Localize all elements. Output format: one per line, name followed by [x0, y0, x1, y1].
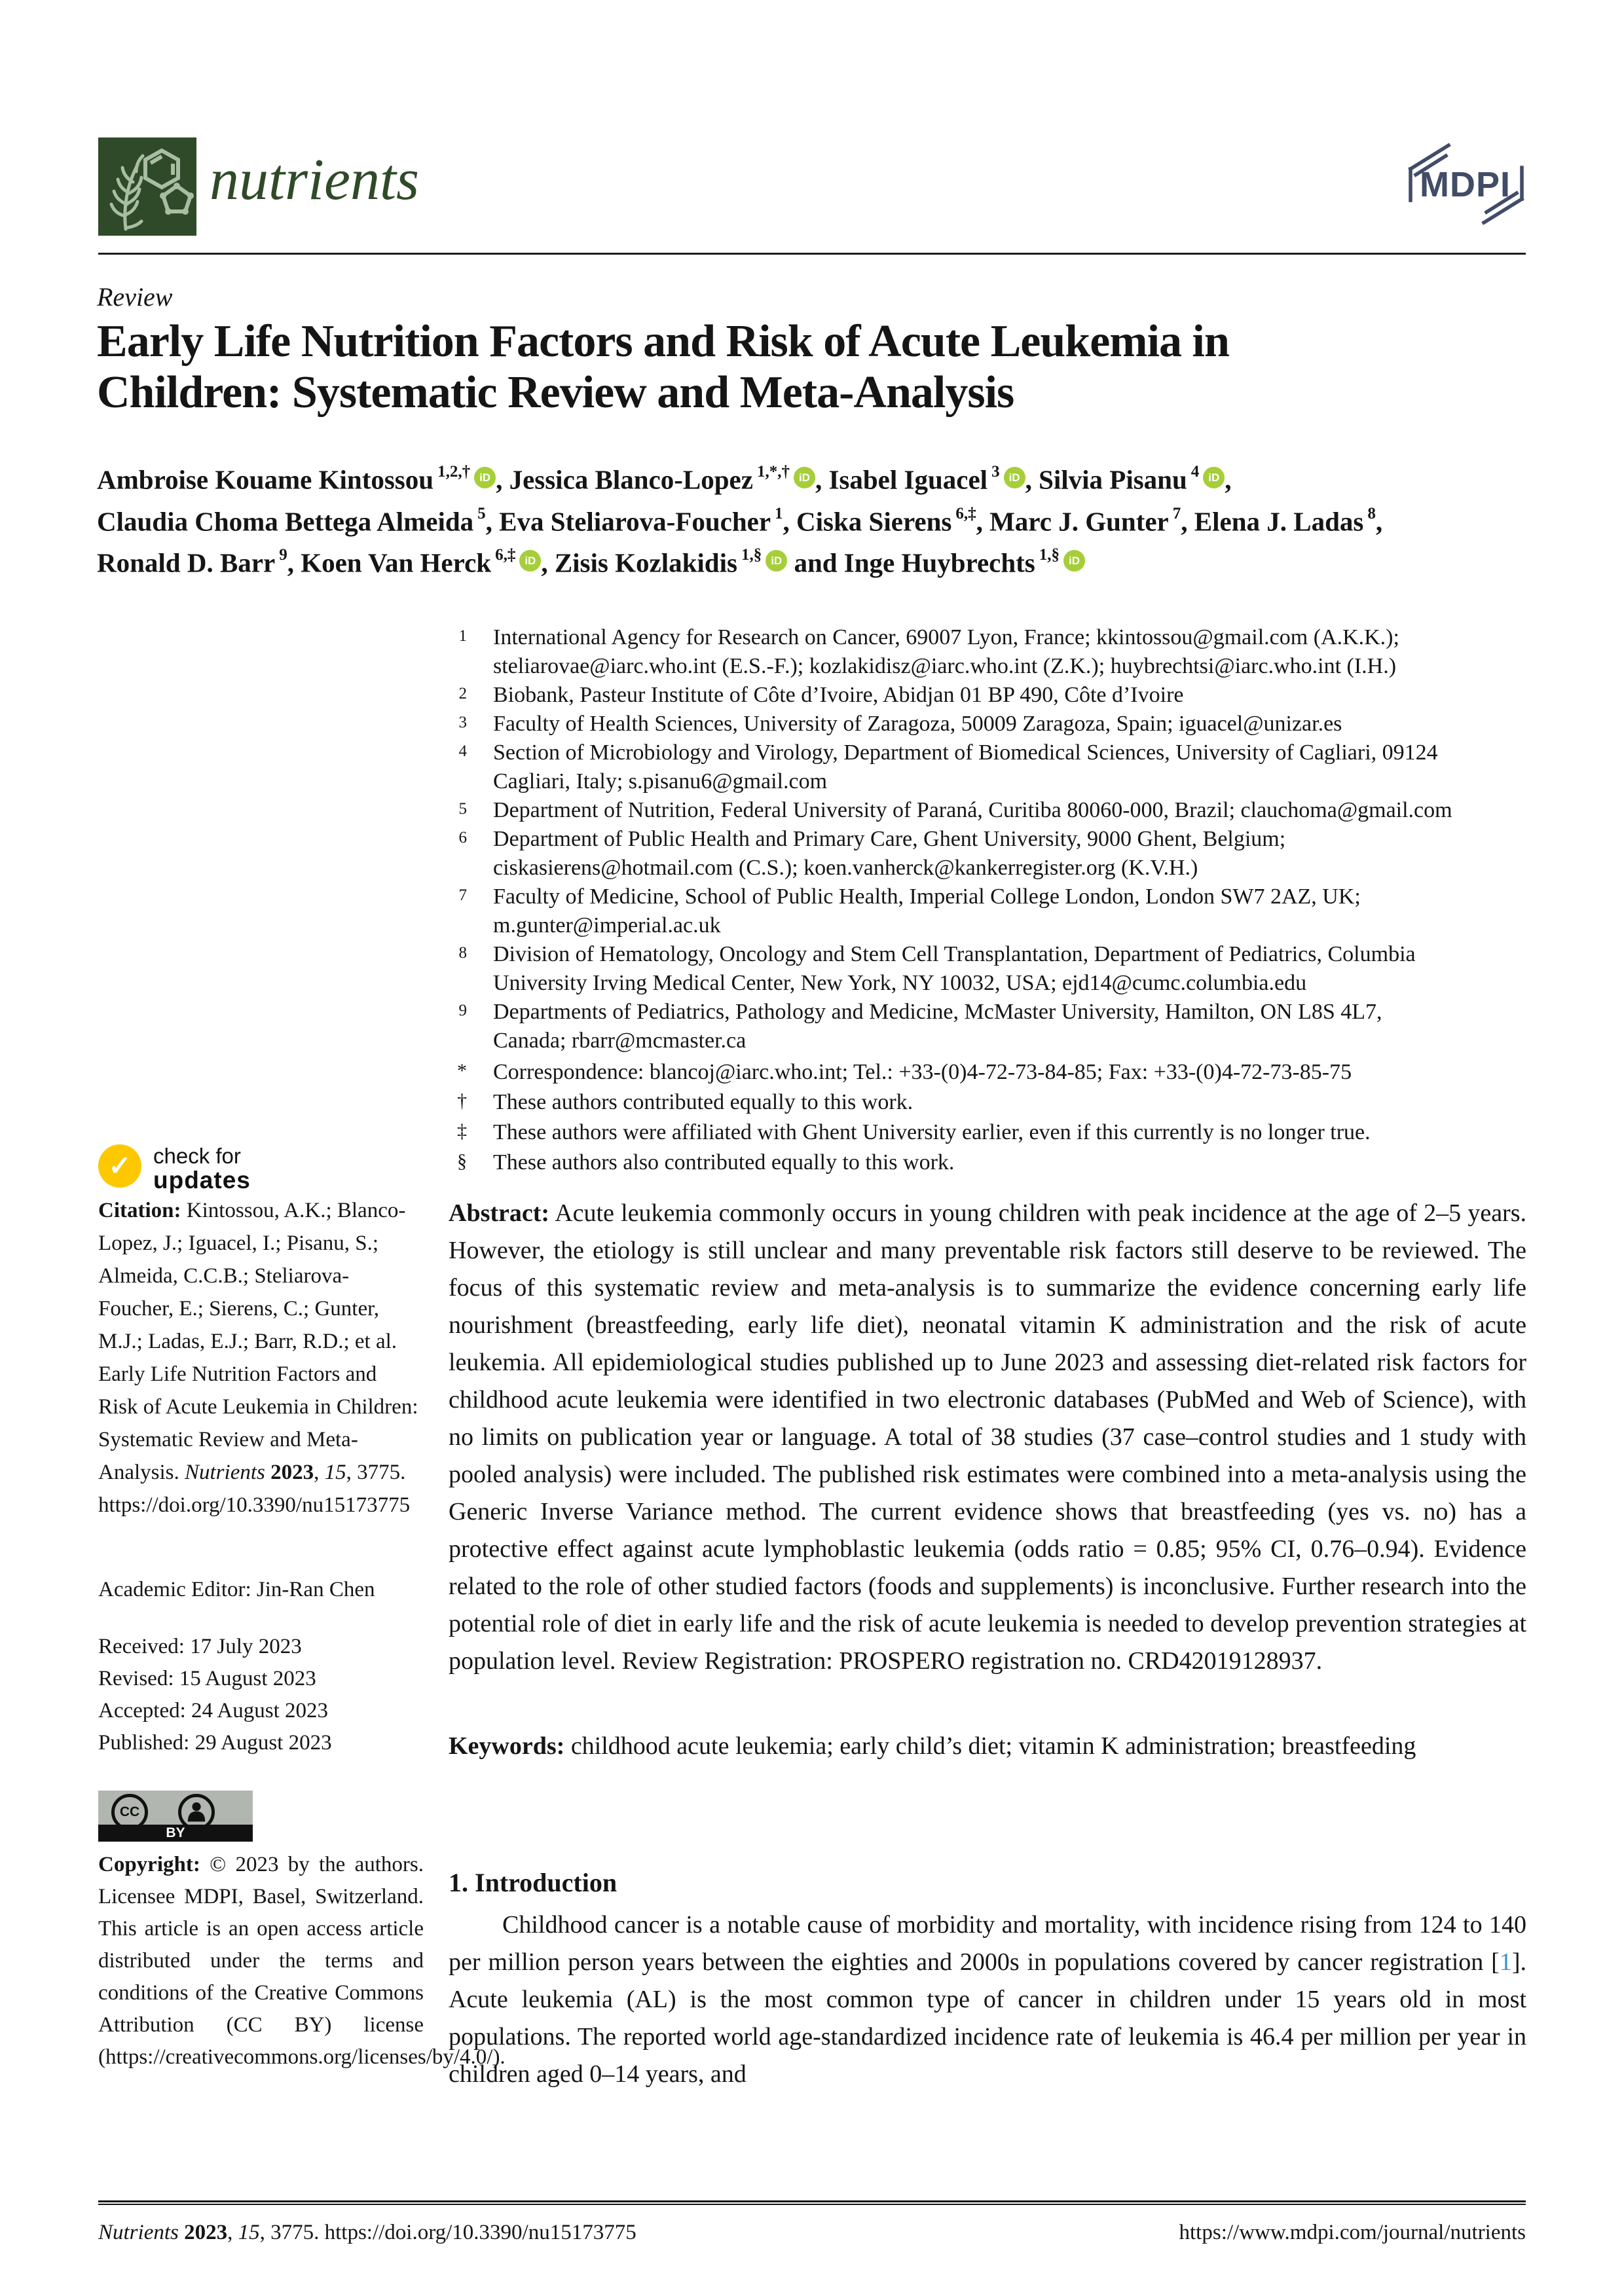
citation-doi[interactable]: , 3775. https://doi.org/10.3390/nu15173775	[98, 1461, 411, 1517]
reference-link-1[interactable]: 1	[1499, 1948, 1512, 1976]
introduction-paragraph: Childhood cancer is a notable cause of morbidity and mortality, with incidence rising from 124 to 140 per million person years between the eighties and 2000s in populations covered by cancer registration [1]. Acute leukemia (AL) is the most common type of cancer in children under 15 years old in most populations. The reported world age-standardized incidence rate of leukemia is 46.4 per million per year in children aged 0–14 years, and	[449, 1911, 1526, 2088]
footer-journal-url[interactable]: https://www.mdpi.com/journal/nutrients	[1179, 2221, 1526, 2244]
author-name: Claudia Choma Bettega Almeida	[97, 506, 474, 537]
affiliation	[98, 796, 1526, 825]
author-name: Inge Huybrechts	[843, 547, 1035, 578]
citation-volume: 15	[324, 1461, 346, 1484]
affiliation-text: Department of Nutrition, Federal University of Paraná, Curitiba 80060-000, Brazil; clauchoma@gmail.com	[493, 798, 1452, 822]
footnote-marker: †	[457, 1090, 467, 1112]
received-date: Received: 17 July 2023	[98, 1635, 302, 1658]
author-affiliation-sup: 6,‡	[955, 504, 976, 522]
copyright-block	[98, 1849, 506, 2073]
footnote-text: Correspondence: blancoj@iarc.who.int; Tel.: +33-(0)4-72-73-84-85; Fax: +33-(0)4-72-73-85-75	[493, 1060, 1352, 1084]
author-affiliation-sup: 1,2,†	[437, 463, 471, 481]
citation-block: Citation: Kintossou, A.K.; Blanco-Lopez, J.; Iguacel, I.; Pisanu, S.; Almeida, C.C.B.; Steliarova-Foucher, E.; Sierens, C.; Gunter, M.J.; Ladas, E.J.; Barr, R.D.; et al. Early Life Nutrition Factors and Risk of Acute Leukemia in Children: Systematic Review and Meta-Analysis. Nutrients 2023, 15, 3775. https://doi.org/10.3390/nu15173775	[98, 1199, 418, 1517]
footer	[98, 2221, 1526, 2245]
author-affiliation-sup: 8	[1367, 504, 1376, 522]
affiliation	[98, 883, 1526, 940]
author-name: Elena J. Ladas	[1194, 506, 1364, 537]
header-rule	[98, 253, 1526, 255]
keywords	[449, 1732, 1526, 1760]
author-name: Marc J. Gunter	[989, 506, 1169, 537]
footer-rule	[98, 2200, 1526, 2205]
author-affiliation-sup: 1,*,†	[756, 463, 790, 481]
updates-badge-line1: check for	[153, 1144, 241, 1168]
affiliation	[98, 681, 1526, 710]
author-line: Ronald D. Barr $^9$, Koen Van Herck $^{6,\ddagger}$ iD , Zisis Kozlakidis $^{1,\S}$ iD and Inge Huybrechts $^{1,\S}$ iD	[97, 539, 1524, 581]
title-line-1: Early Life Nutrition Factors and Risk of Acute Leukemia in	[97, 316, 1229, 367]
author-name: Ronald D. Barr	[97, 547, 276, 578]
author-affiliation-sup: 5	[477, 504, 486, 522]
author-name: Silvia Pisanu	[1039, 464, 1187, 495]
author-affiliation-sup: 7	[1172, 504, 1181, 522]
author-name: Eva Steliarova-Foucher	[499, 506, 771, 537]
affiliation	[98, 623, 1526, 681]
affiliation-list	[98, 623, 1526, 1055]
check-for-updates-badge[interactable]	[98, 1144, 308, 1194]
journal-name: nutrients	[210, 147, 420, 212]
affiliation-marker: 3	[458, 714, 467, 731]
orcid-icon[interactable]: iD	[1063, 550, 1085, 572]
title-line-2: Children: Systematic Review and Meta-Analysis	[97, 367, 1014, 418]
affiliation-marker: 7	[458, 886, 467, 904]
author-line: Ambroise Kouame Kintossou $^{1,2,\dagger}$ iD , Jessica Blanco-Lopez $^{1,*,\dagger}$ iD , Isabel Iguacel $^3$ iD , Silvia Pisanu $^4$ iD ,	[97, 463, 1232, 495]
accepted-date: Accepted: 24 August 2023	[98, 1699, 329, 1722]
orcid-icon[interactable]: iD	[474, 467, 496, 488]
orcid-icon[interactable]: iD	[1004, 467, 1025, 488]
affiliation	[98, 710, 1526, 738]
citation-body: Kintossou, A.K.; Blanco-Lopez, J.; Iguacel, I.; Pisanu, S.; Almeida, C.C.B.; Steliarova-Foucher, E.; Sierens, C.; Gunter, M.J.; Ladas, E.J.; Barr, R.D.; et al. Early Life Nutrition Factors and Risk of Acute Leukemia in Children: Systematic Review and Meta-Analysis.	[98, 1199, 418, 1484]
footnote	[98, 1148, 1526, 1178]
orcid-icon[interactable]: iD	[766, 550, 787, 572]
author-line: Claudia Choma Bettega Almeida $^5$, Eva Steliarova-Foucher $^1$, Ciska Sierens $^{6,\ddagger}$, Marc J. Gunter $^7$, Elena J. Ladas $^8$,	[97, 504, 1383, 537]
updates-badge-line2: updates	[153, 1167, 251, 1194]
footnote-marker: *	[457, 1060, 467, 1082]
academic-editor: Academic Editor: Jin-Ran Chen	[98, 1578, 375, 1601]
footnote	[98, 1087, 1526, 1118]
footnote-text: These authors also contributed equally to this work.	[493, 1150, 955, 1175]
affiliation	[98, 940, 1526, 998]
section-heading-introduction: 1. Introduction	[449, 1868, 618, 1897]
affiliation-text: Departments of Pediatrics, Pathology and Medicine, McMaster University, Hamilton, ON L8S 4L7, Canada; rbarr@mcmaster.ca	[493, 1000, 1382, 1053]
affiliation	[98, 998, 1526, 1055]
orcid-icon[interactable]: iD	[1203, 467, 1225, 488]
citation-year: 2023	[270, 1461, 314, 1484]
nutrients-logo	[98, 137, 196, 236]
affiliation-marker: 5	[458, 800, 467, 818]
author-affiliation-sup: 9	[279, 546, 287, 564]
cc-icon: CC	[111, 1794, 148, 1831]
mdpi-wordmark: MDPI	[1420, 165, 1511, 204]
footer-doi-link[interactable]: , 3775. https://doi.org/10.3390/nu15173775	[259, 2221, 637, 2244]
affiliation-text: Division of Hematology, Oncology and Stem Cell Transplantation, Department of Pediatrics, Columbia University Irving Medical Center, New York, NY 10032, USA; ejd14@cumc.columbia.edu	[493, 942, 1416, 995]
footnote-marker: §	[457, 1150, 467, 1172]
author-affiliation-sup: 1,§	[741, 546, 762, 564]
author-affiliation-sup: 4	[1190, 463, 1200, 481]
author-affiliation-sup: 3	[991, 463, 1000, 481]
orcid-icon[interactable]: iD	[794, 467, 815, 488]
affiliation	[98, 738, 1526, 796]
affiliation-text: Section of Microbiology and Virology, Department of Biomedical Sciences, University of Cagliari, 09124 Cagliari, Italy; s.pisanu6@gmail.com	[493, 740, 1438, 793]
footnote	[98, 1057, 1526, 1087]
affiliation-text: Faculty of Medicine, School of Public Health, Imperial College London, London SW7 2AZ, UK; m.gunter@imperial.ac.uk	[493, 884, 1361, 938]
footnote-list	[98, 1057, 1526, 1178]
affiliation-text: International Agency for Research on Cancer, 69007 Lyon, France; kkintossou@gmail.com (A.K.K.); steliarovae@iarc.who.int (E.S.-F.); kozlakidisz@iarc.who.int (Z.K.); huybrechtsi@iarc.who.int (I.H.)	[493, 625, 1399, 678]
affiliation	[98, 825, 1526, 883]
published-date: Published: 29 August 2023	[98, 1731, 332, 1755]
keywords-text: childhood acute leukemia; early child’s diet; vitamin K administration; breastfeeding	[570, 1732, 1416, 1760]
abstract	[449, 1195, 1526, 1680]
check-icon: ✓	[98, 1144, 141, 1188]
author-block	[97, 456, 1524, 581]
revised-date: Revised: 15 August 2023	[98, 1667, 316, 1690]
footnote	[98, 1118, 1526, 1148]
affiliation-marker: 8	[458, 944, 467, 962]
author-name: Zisis Kozlakidis	[554, 547, 737, 578]
abstract-text: Acute leukemia commonly occurs in young children with peak incidence at the age of 2–5 years. However, the etiology is still unclear and many preventable risk factors still deserve to be reviewed. The focus of this systematic review and meta-analysis is to summarize the evidence concerning early life nourishment (breastfeeding, early life diet), neonatal vitamin K administration and the risk of acute leukemia. All epidemiological studies published up to June 2023 and assessing diet-related risk factors for childhood acute leukemia were identified in two electronic databases (PubMed and Web of Science), with no limits on publication year or language. A total of 38 studies (37 case–control studies and 1 study with pooled analysis) were included. The published risk estimates were combined into a meta-analysis using the Generic Inverse Variance method. The current evidence shows that breastfeeding (yes vs. no) has a protective effect against acute lymphoblastic leukemia (odds ratio = 0.85; 95% CI, 0.76–0.94). Evidence related to the role of other studied factors (foods and supplements) is inconclusive. Further research into the potential role of diet in early life and the risk of acute leukemia is needed to develop prevention strategies at population level. Review Registration: PROSPERO registration no. CRD42019128937.	[449, 1199, 1526, 1675]
cc-by-label: BY	[98, 1825, 253, 1842]
author-affiliation-sup: 6,‡	[495, 546, 516, 564]
citation-journal: Nutrients	[185, 1461, 265, 1484]
affiliation-text: Biobank, Pasteur Institute of Côte d’Ivoire, Abidjan 01 BP 490, Côte d’Ivoire	[493, 683, 1184, 707]
cc-by-license-badge[interactable]	[98, 1791, 253, 1842]
author-name: Jessica Blanco-Lopez	[509, 464, 753, 495]
article-title	[97, 316, 1531, 418]
author-affiliation-sup: 1,§	[1039, 546, 1060, 564]
author-name: Ciska Sierens	[796, 506, 952, 537]
article-type-label: Review	[97, 282, 173, 312]
affiliation-marker: 4	[458, 742, 467, 760]
mdpi-logo	[1404, 140, 1528, 231]
author-name: Ambroise Kouame Kintossou	[97, 464, 434, 495]
orcid-icon[interactable]: iD	[519, 550, 541, 572]
author-affiliation-sup: 1	[775, 504, 783, 522]
footer-citation: Nutrients 2023, 15, 3775. https://doi.org/10.3390/nu15173775	[98, 2221, 637, 2244]
footnote-text: These authors contributed equally to this work.	[493, 1090, 913, 1114]
keywords-label: Keywords:	[449, 1732, 565, 1760]
copyright-label: Copyright:	[98, 1853, 200, 1876]
wheat-molecule-icon	[98, 137, 196, 236]
footnote-marker: ‡	[457, 1120, 467, 1142]
author-name: Isabel Iguacel	[828, 464, 988, 495]
affiliation-text: Department of Public Health and Primary Care, Ghent University, 9000 Ghent, Belgium; ciskasierens@hotmail.com (C.S.); koen.vanherck@kankerregister.org (K.V.H.)	[493, 827, 1286, 880]
copyright-text: © 2023 by the authors. Licensee MDPI, Basel, Switzerland. This article is an open access article distributed under the terms and conditions of the Creative Commons Attribution (CC BY) license (https://creativecommons.org/licenses/by/4.0/).	[98, 1853, 506, 2069]
affiliation-marker: 9	[458, 1002, 467, 1019]
citation-label: Citation:	[98, 1199, 181, 1222]
history-dates	[98, 1631, 420, 1759]
footnote-text: These authors were affiliated with Ghent University earlier, even if this currently is no longer true.	[493, 1120, 1371, 1144]
affiliation-marker: 1	[458, 627, 467, 645]
affiliation-marker: 6	[458, 829, 467, 847]
author-name: Koen Van Herck	[301, 547, 492, 578]
affiliation-marker: 2	[458, 685, 467, 702]
abstract-label: Abstract:	[449, 1199, 550, 1227]
affiliation-text: Faculty of Health Sciences, University of Zaragoza, 50009 Zaragoza, Spain; iguacel@unizar.es	[493, 712, 1342, 736]
